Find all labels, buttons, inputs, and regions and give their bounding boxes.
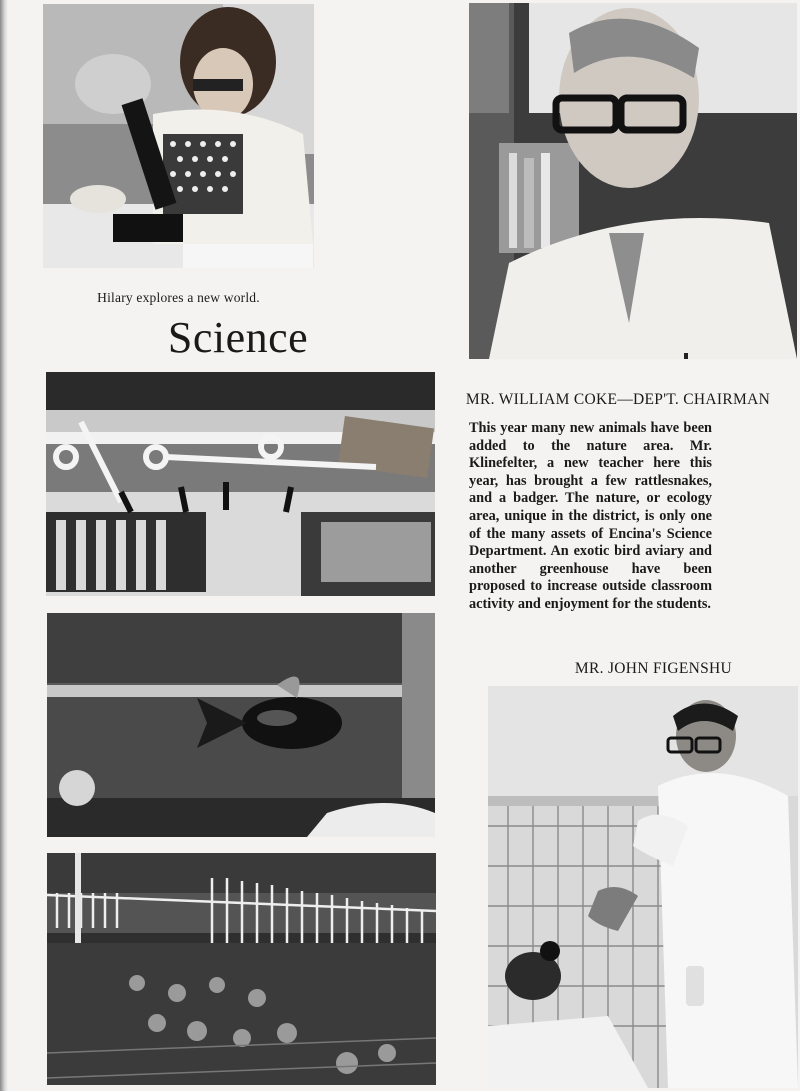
photo-william-coke: [469, 3, 797, 359]
article-paragraph: This year many new animals have been added to the nature area. Mr. Klinefelter, a new teacher here this year, has brought a few rattlesnakes, and a badger. The nature, or ecology area, unique in the district, is only one of the many assets of Encina's Science Department. An exotic bird aviary and another greenhouse have been proposed to increase outside classroom activity and enjoyment for the students.: [469, 420, 712, 612]
photo-garden-plot: [47, 853, 436, 1085]
photo-john-figenshu: [488, 686, 798, 1088]
photo-tool-rack: [46, 372, 435, 596]
photo-goldfish-tank: [47, 613, 435, 837]
page-binding-edge: [0, 0, 8, 1091]
section-title: Science: [167, 313, 309, 362]
photo-student-microscope: [43, 4, 314, 268]
teacher-name-heading: MR. JOHN FIGENSHU: [574, 660, 732, 677]
chairman-name-heading: MR. WILLIAM COKE—DEP'T. CHAIRMAN: [465, 391, 771, 408]
caption-microscope: Hilary explores a new world.: [97, 289, 260, 305]
